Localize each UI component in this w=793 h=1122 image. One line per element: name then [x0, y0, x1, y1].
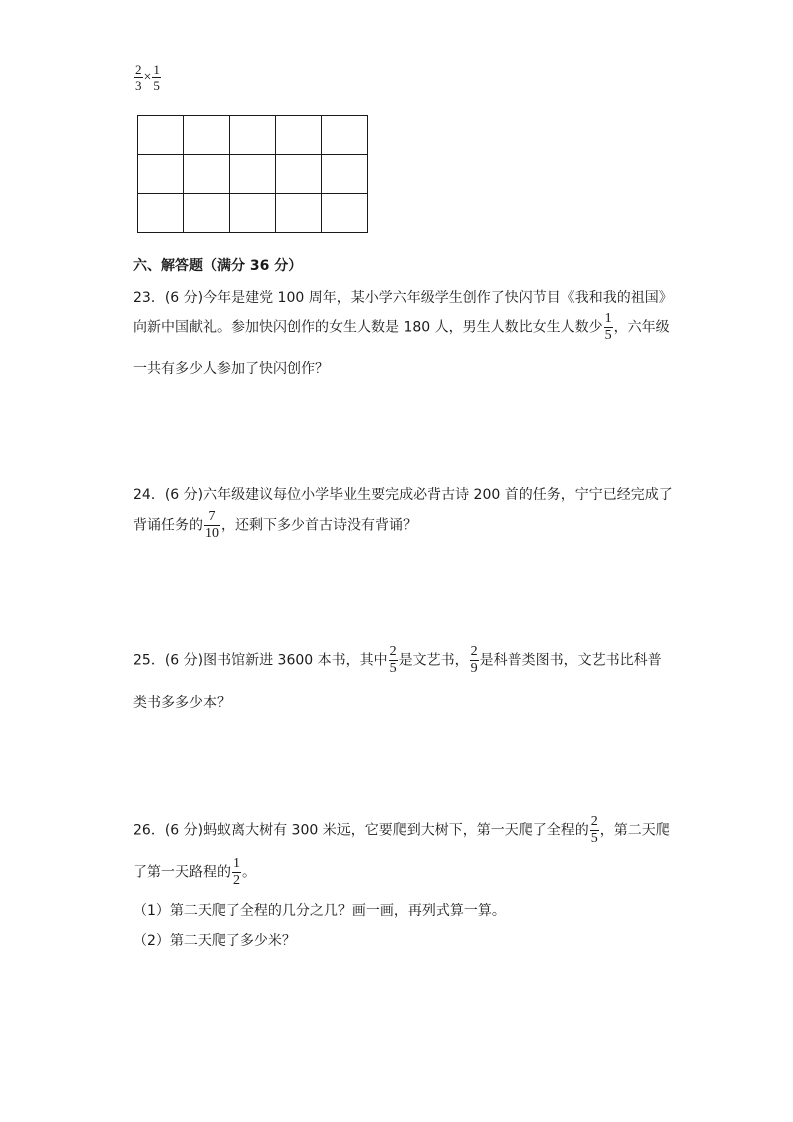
fraction: $\frac{2}{5}$ [389, 644, 397, 676]
q26-line1: 26．(6 分)蚂蚁离大树有 300 米远，它要爬到大树下，第一天爬了全程的 $\frac{2}{5}$ ，第二天爬 [133, 814, 670, 846]
grid-cell [138, 116, 184, 155]
q25-line1: 25．(6 分)图书馆新进 3600 本书，其中 $\frac{2}{5}$ 是文艺书， $\frac{2}{9}$ 是科普类图书，文艺书比科普 [133, 644, 662, 676]
grid-cell [276, 194, 322, 233]
q26-line2: 了第一天路程的 $\frac{1}{2}$ 。 [133, 856, 256, 888]
grid-cell [230, 194, 276, 233]
q26-sub1: （1）第二天爬了全程的几分之几？画一画，再列式算一算。 [133, 903, 506, 919]
grid-cell [230, 116, 276, 155]
fraction: $\frac{2}{5}$ [590, 814, 598, 846]
grid-cell [184, 155, 230, 194]
q23-line1: 23．(6 分)今年是建党 100 周年，某小学六年级学生创作了快闪节目《我和我的祖国》 [133, 290, 673, 306]
grid-cell [322, 194, 368, 233]
fraction: $\frac{2}{3}$ [135, 62, 142, 93]
grid-cell [276, 155, 322, 194]
grid-cell [322, 116, 368, 155]
grid-cell [184, 116, 230, 155]
grid-cell [138, 155, 184, 194]
q25-line2: 类书多多少本？ [133, 695, 231, 711]
fraction: $\frac{1}{5}$ [604, 311, 612, 343]
fraction: $\frac{1}{2}$ [233, 856, 240, 888]
times-sign: × [143, 70, 152, 85]
q23-line3: 一共有多少人参加了快闪创作？ [133, 361, 329, 377]
q26-sub2: （2）第二天爬了多少米？ [133, 933, 296, 949]
section-title: 六、解答题（满分 36 分） [133, 258, 303, 274]
q23-line2: 向新中国献礼。参加快闪创作的女生人数是 180 人，男生人数比女生人数少 $\frac{1}{5}$ ，六年级 [133, 311, 670, 343]
fraction: $\frac{1}{5}$ [153, 62, 160, 93]
grid-cell [322, 155, 368, 194]
grid-cell [230, 155, 276, 194]
fraction: $\frac{7}{10}$ [205, 509, 219, 541]
grid-cell [138, 194, 184, 233]
q24-line1: 24．(6 分)六年级建议每位小学毕业生要完成必背古诗 200 首的任务，宁宁已经完成了 [133, 487, 673, 503]
top-expression [133, 63, 162, 92]
grid-cell [184, 194, 230, 233]
drawing-grid [137, 115, 368, 233]
q24-line2: 背诵任务的 $\frac{7}{10}$ ，还剩下多少首古诗没有背诵？ [133, 509, 417, 541]
fraction: $\frac{2}{9}$ [470, 644, 478, 676]
grid-cell [276, 116, 322, 155]
